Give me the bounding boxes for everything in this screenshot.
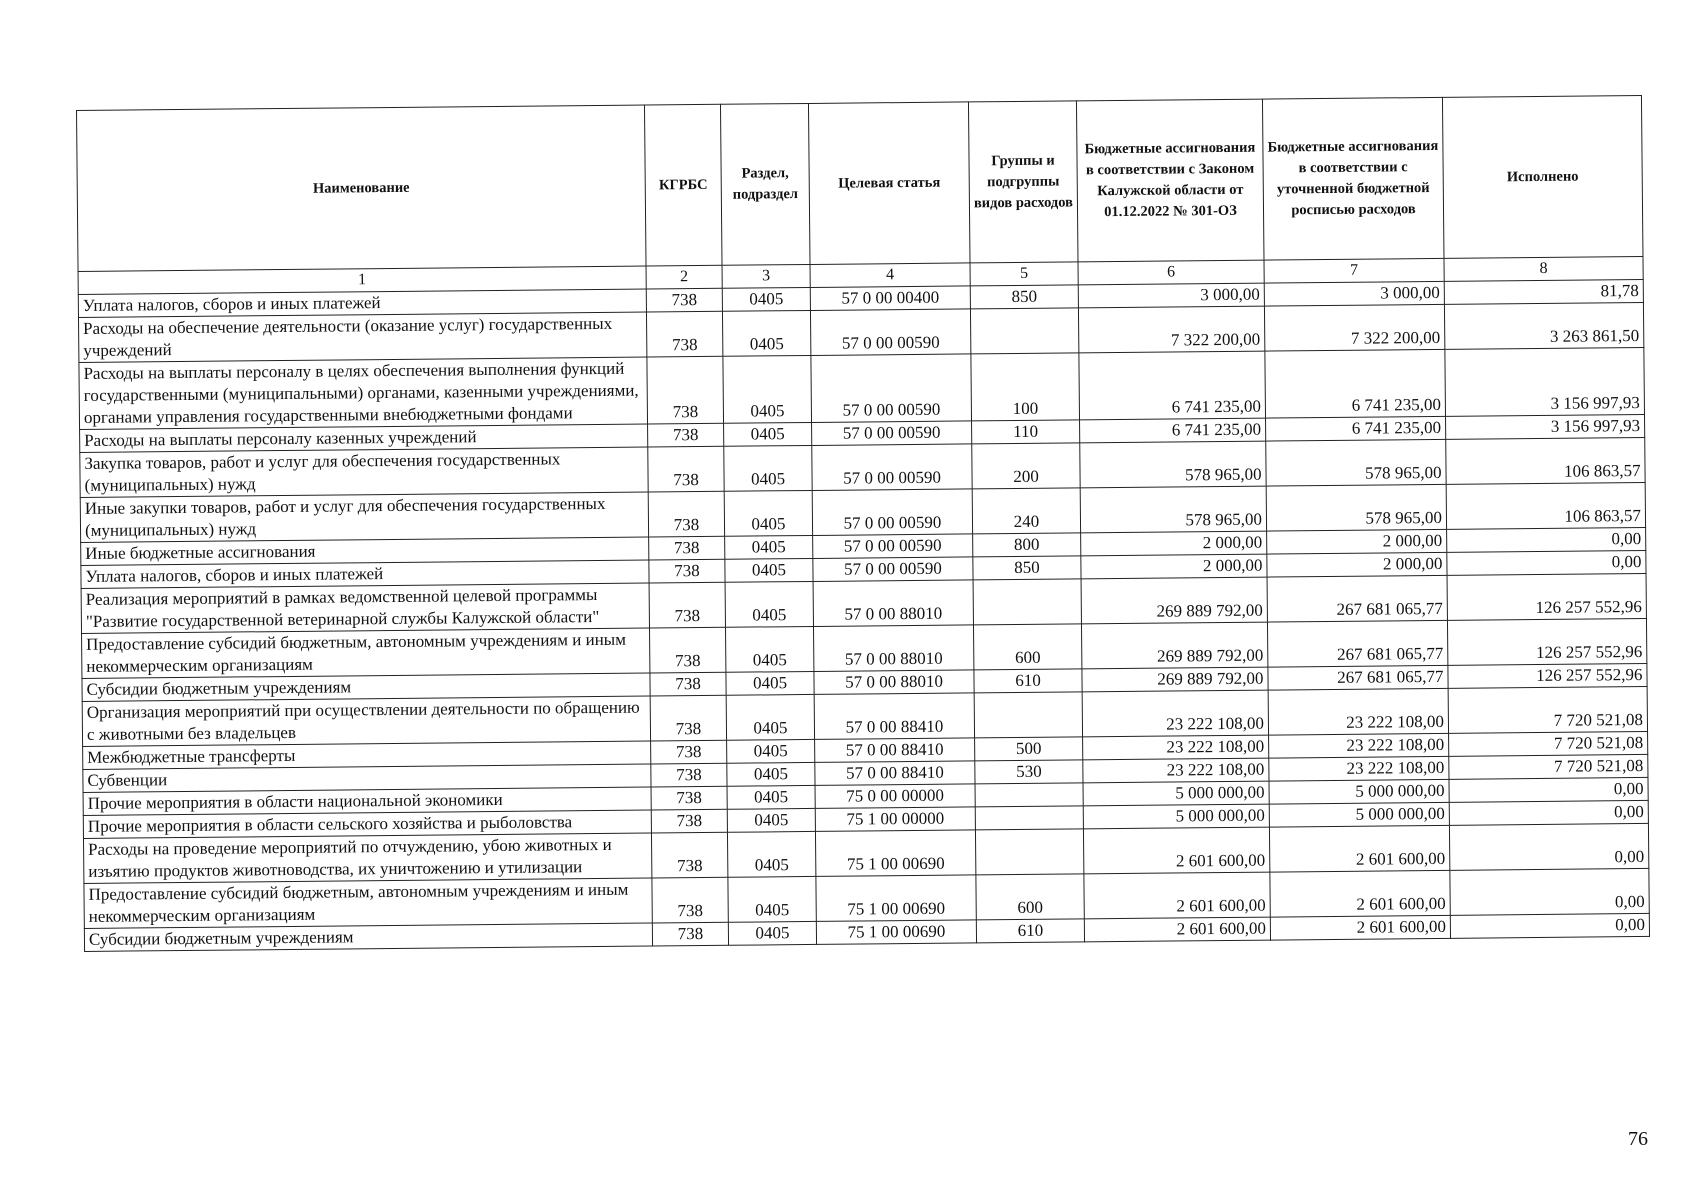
- row-kgrbs: 738: [651, 786, 727, 810]
- row-executed: 126 257 552,96: [1448, 663, 1647, 688]
- row-target-article: 57 0 00 00590: [813, 557, 973, 582]
- row-law-allocation: 2 000,00: [1081, 531, 1267, 556]
- row-law-allocation: 5 000 000,00: [1083, 781, 1269, 806]
- header-razdel: Раздел, подраздел: [720, 103, 810, 265]
- row-law-allocation: 7 322 200,00: [1078, 306, 1264, 353]
- row-razdel: 0405: [728, 876, 816, 922]
- row-name: Закупка товаров, работ и услуг для обеспечения государственных (муниципальных) нужд: [80, 447, 648, 497]
- row-expense-group: 200: [972, 443, 1080, 489]
- row-executed: 7 720 521,08: [1448, 686, 1647, 733]
- row-razdel: 0405: [725, 535, 813, 559]
- header-expense-group: Группы и подгруппы видов расходов: [968, 101, 1078, 263]
- row-razdel: 0405: [723, 355, 812, 423]
- row-executed: 7 720 521,08: [1449, 731, 1648, 756]
- row-kgrbs: 738: [649, 559, 725, 583]
- row-revised-allocation: 3 000,00: [1264, 281, 1444, 306]
- column-number: 1: [78, 266, 646, 294]
- row-razdel: 0405: [725, 558, 813, 582]
- row-name: Иные закупки товаров, работ и услуг для обеспечения государственных (муниципальных) нужд: [80, 492, 648, 542]
- row-expense-group: 610: [976, 919, 1084, 943]
- column-number: 5: [970, 262, 1078, 286]
- row-executed: 3 156 997,93: [1446, 414, 1645, 439]
- row-expense-group: 850: [973, 556, 1081, 580]
- row-expense-group: 800: [973, 533, 1081, 557]
- row-name: Расходы на выплаты персоналу в целях обеспечения выполнения функций государственными (муниципальными) органами, казенными учреждениями, органами управления государственными внебюджетными фондами: [79, 357, 648, 429]
- row-kgrbs: 738: [646, 288, 722, 312]
- row-razdel: 0405: [726, 694, 814, 740]
- row-expense-group: [975, 829, 1083, 875]
- row-name: Иные бюджетные ассигнования: [81, 537, 649, 565]
- row-razdel: 0405: [724, 490, 812, 536]
- row-name: Прочие мероприятия в области сельского хозяйства и рыболовства: [83, 810, 651, 838]
- row-executed: 3 263 861,50: [1444, 302, 1643, 349]
- row-target-article: 57 0 00 00590: [811, 354, 972, 423]
- header-law-allocation: Бюджетные ассигнования в соответствии с Законом Калужской области от 01.12.2022 № 301-ОЗ: [1076, 99, 1264, 262]
- row-expense-group: [975, 806, 1083, 830]
- row-razdel: 0405: [724, 422, 812, 446]
- row-law-allocation: 2 601 600,00: [1084, 872, 1270, 919]
- row-executed: 126 257 552,96: [1447, 573, 1646, 620]
- row-revised-allocation: 6 741 235,00: [1265, 349, 1446, 418]
- row-razdel: 0405: [724, 445, 812, 491]
- row-revised-allocation: 7 322 200,00: [1264, 304, 1444, 351]
- column-number: 4: [810, 263, 970, 288]
- row-name: Межбюджетные трансферты: [83, 741, 651, 769]
- row-kgrbs: 738: [649, 536, 725, 560]
- row-law-allocation: 2 601 600,00: [1084, 917, 1270, 942]
- row-expense-group: 850: [970, 285, 1078, 309]
- row-target-article: 57 0 00 88010: [813, 580, 973, 627]
- row-revised-allocation: 2 601 600,00: [1269, 825, 1449, 872]
- row-target-article: 75 1 00 00000: [815, 807, 975, 832]
- row-revised-allocation: 578 965,00: [1266, 439, 1446, 486]
- header-name: Наименование: [77, 105, 647, 271]
- row-law-allocation: 23 222 108,00: [1082, 690, 1268, 737]
- row-target-article: 57 0 00 00590: [810, 309, 970, 356]
- row-target-article: 57 0 00 88010: [813, 625, 973, 672]
- row-revised-allocation: 267 681 065,77: [1267, 575, 1447, 622]
- row-razdel: 0405: [727, 739, 815, 763]
- row-name: Субсидии бюджетным учреждениям: [82, 673, 650, 701]
- row-kgrbs: 738: [652, 877, 728, 923]
- row-law-allocation: 6 741 235,00: [1080, 418, 1266, 443]
- row-kgrbs: 738: [650, 672, 726, 696]
- row-expense-group: [970, 308, 1078, 354]
- row-expense-group: 240: [972, 488, 1080, 534]
- row-razdel: 0405: [722, 287, 810, 311]
- row-target-article: 57 0 00 88410: [814, 693, 974, 740]
- row-target-article: 57 0 00 88010: [814, 670, 974, 695]
- column-number: 3: [722, 264, 810, 288]
- row-razdel: 0405: [727, 785, 815, 809]
- row-expense-group: 500: [975, 737, 1083, 761]
- row-kgrbs: 738: [648, 446, 724, 492]
- row-target-article: 57 0 00 88410: [815, 738, 975, 763]
- row-revised-allocation: 6 741 235,00: [1266, 416, 1446, 441]
- row-kgrbs: 738: [651, 809, 727, 833]
- column-number: 6: [1078, 260, 1264, 285]
- row-executed: 3 156 997,93: [1445, 347, 1645, 416]
- row-executed: 0,00: [1450, 913, 1649, 938]
- row-law-allocation: 269 889 792,00: [1081, 622, 1267, 669]
- row-law-allocation: 578 965,00: [1080, 441, 1266, 488]
- row-name: Реализация мероприятий в рамках ведомственной целевой программы "Развитие государственной ветеринарной службы Калужской области": [81, 583, 649, 633]
- row-revised-allocation: 2 000,00: [1267, 552, 1447, 577]
- row-law-allocation: 269 889 792,00: [1082, 667, 1268, 692]
- row-kgrbs: 738: [648, 491, 724, 537]
- row-razdel: 0405: [725, 626, 813, 672]
- row-law-allocation: 269 889 792,00: [1081, 577, 1267, 624]
- row-target-article: 57 0 00 00400: [810, 286, 970, 311]
- row-target-article: 57 0 00 00590: [812, 421, 972, 446]
- row-kgrbs: 738: [647, 356, 724, 424]
- row-revised-allocation: 2 000,00: [1267, 529, 1447, 554]
- row-executed: 0,00: [1450, 868, 1649, 915]
- row-kgrbs: 738: [648, 423, 724, 447]
- row-razdel: 0405: [727, 831, 815, 877]
- row-kgrbs: 738: [651, 832, 727, 878]
- row-target-article: 75 1 00 00690: [816, 875, 976, 922]
- row-law-allocation: 23 222 108,00: [1083, 735, 1269, 760]
- row-law-allocation: 578 965,00: [1080, 486, 1266, 533]
- page-number: 76: [1628, 1128, 1648, 1150]
- row-target-article: 57 0 00 00590: [812, 444, 972, 491]
- row-razdel: 0405: [728, 921, 816, 945]
- row-law-allocation: 3 000,00: [1078, 283, 1264, 308]
- row-kgrbs: 738: [650, 695, 726, 741]
- row-revised-allocation: 578 965,00: [1266, 484, 1446, 531]
- budget-table-sheet: [76, 95, 1649, 952]
- row-executed: 0,00: [1447, 527, 1646, 552]
- table-body: [78, 279, 1649, 951]
- row-razdel: 0405: [727, 762, 815, 786]
- row-expense-group: [975, 783, 1083, 807]
- row-name: Расходы на обеспечение деятельности (оказание услуг) государственных учреждений: [78, 312, 646, 362]
- row-executed: 106 863,57: [1446, 482, 1645, 529]
- row-expense-group: 100: [971, 353, 1080, 421]
- row-law-allocation: 23 222 108,00: [1083, 758, 1269, 783]
- column-number: 7: [1264, 258, 1444, 283]
- row-executed: 0,00: [1449, 800, 1648, 825]
- row-expense-group: [974, 692, 1082, 738]
- row-name: Предоставление субсидий бюджетным, автономным учреждениям и иным некоммерческим организациям: [84, 878, 652, 928]
- row-target-article: 57 0 00 88410: [815, 761, 975, 786]
- row-target-article: 57 0 00 00590: [812, 489, 972, 536]
- row-kgrbs: 738: [651, 763, 727, 787]
- row-revised-allocation: 267 681 065,77: [1268, 665, 1448, 690]
- row-name: Организация мероприятий при осуществлении деятельности по обращению с животными без владельцев: [82, 696, 650, 746]
- row-revised-allocation: 23 222 108,00: [1269, 756, 1449, 781]
- row-executed: 106 863,57: [1446, 437, 1645, 484]
- header-target-article: Целевая статья: [808, 102, 970, 265]
- row-name: Субсидии бюджетным учреждениям: [84, 923, 652, 951]
- row-name: Субвенции: [83, 764, 651, 792]
- row-name: Прочие мероприятия в области национальной экономики: [83, 787, 651, 815]
- row-name: Уплата налогов, сборов и иных платежей: [81, 560, 649, 588]
- row-kgrbs: 738: [649, 627, 725, 673]
- header-kgrbs: КГРБС: [644, 104, 722, 266]
- row-revised-allocation: 5 000 000,00: [1269, 802, 1449, 827]
- row-law-allocation: 2 000,00: [1081, 554, 1267, 579]
- row-expense-group: 110: [972, 420, 1080, 444]
- row-name: Расходы на проведение мероприятий по отчуждению, убою животных и изъятию продуктов животноводства, их уничтожению и утилизации: [83, 833, 651, 883]
- row-kgrbs: 738: [652, 922, 728, 946]
- row-expense-group: 530: [975, 760, 1083, 784]
- column-number: 2: [646, 265, 722, 289]
- row-expense-group: [973, 579, 1081, 625]
- row-razdel: 0405: [727, 808, 815, 832]
- row-revised-allocation: 5 000 000,00: [1269, 779, 1449, 804]
- row-executed: 126 257 552,96: [1447, 618, 1646, 665]
- budget-table: [76, 95, 1650, 952]
- row-executed: 0,00: [1447, 550, 1646, 575]
- row-kgrbs: 738: [651, 740, 727, 764]
- row-name: Уплата налогов, сборов и иных платежей: [78, 289, 646, 317]
- row-law-allocation: 2 601 600,00: [1083, 827, 1269, 874]
- row-revised-allocation: 267 681 065,77: [1267, 620, 1447, 667]
- header-revised-allocation: Бюджетные ассигнования в соответствии с уточненной бюджетной росписью расходов: [1262, 97, 1444, 260]
- row-revised-allocation: 2 601 600,00: [1270, 915, 1450, 940]
- column-number: 8: [1444, 256, 1643, 281]
- row-name: Расходы на выплаты персоналу казенных учреждений: [80, 424, 648, 452]
- row-executed: 0,00: [1449, 823, 1648, 870]
- row-razdel: 0405: [725, 581, 813, 627]
- row-target-article: 57 0 00 00590: [813, 534, 973, 559]
- header-executed: Исполнено: [1442, 95, 1643, 258]
- row-expense-group: 610: [974, 669, 1082, 693]
- row-target-article: 75 1 00 00690: [815, 830, 975, 877]
- row-name: Предоставление субсидий бюджетным, автономным учреждениям и иным некоммерческим организациям: [82, 628, 650, 678]
- row-executed: 0,00: [1449, 777, 1648, 802]
- row-expense-group: 600: [976, 874, 1084, 920]
- row-revised-allocation: 23 222 108,00: [1268, 688, 1448, 735]
- row-executed: 7 720 521,08: [1449, 754, 1648, 779]
- row-target-article: 75 0 00 00000: [815, 784, 975, 809]
- row-razdel: 0405: [722, 310, 810, 356]
- row-revised-allocation: 2 601 600,00: [1270, 870, 1450, 917]
- table-header-row: [77, 95, 1643, 271]
- row-target-article: 75 1 00 00690: [816, 920, 976, 945]
- row-kgrbs: 738: [649, 582, 725, 628]
- row-revised-allocation: 23 222 108,00: [1269, 733, 1449, 758]
- row-expense-group: 600: [973, 624, 1081, 670]
- row-law-allocation: 6 741 235,00: [1079, 351, 1266, 420]
- row-executed: 81,78: [1444, 279, 1643, 304]
- row-law-allocation: 5 000 000,00: [1083, 804, 1269, 829]
- row-razdel: 0405: [726, 671, 814, 695]
- row-kgrbs: 738: [646, 311, 722, 357]
